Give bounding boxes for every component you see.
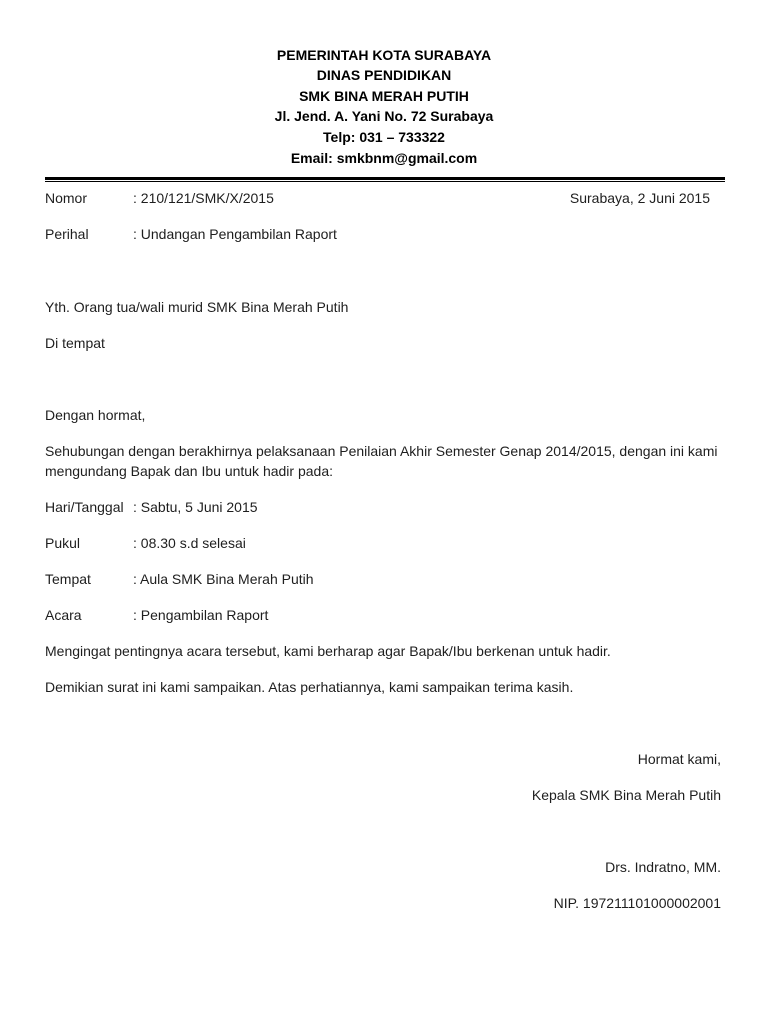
closing-paragraph-1: Mengingat pentingnya acara tersebut, kami berharap agar Bapak/Ibu berkenan untuk hadir. bbox=[45, 643, 611, 659]
recipient-line: Yth. Orang tua/wali murid SMK Bina Merah Putih bbox=[45, 299, 349, 315]
greeting: Dengan hormat, bbox=[45, 407, 146, 423]
place-date: Surabaya, 2 Juni 2015 bbox=[569, 190, 710, 206]
letterhead-school: SMK BINA MERAH PUTIH bbox=[299, 88, 469, 104]
detail-value-date: : Sabtu, 5 Juni 2015 bbox=[133, 499, 258, 515]
nomor-value: : 210/121/SMK/X/2015 bbox=[133, 190, 274, 206]
signature-position: Kepala SMK Bina Merah Putih bbox=[531, 787, 721, 803]
detail-value-event: : Pengambilan Raport bbox=[133, 607, 269, 623]
detail-label-date: Hari/Tanggal bbox=[45, 499, 124, 515]
recipient-place: Di tempat bbox=[45, 335, 105, 351]
perihal-label: Perihal bbox=[45, 226, 89, 242]
detail-label-time: Pukul bbox=[45, 535, 81, 551]
signature-name: Drs. Indratno, MM. bbox=[605, 859, 721, 875]
letterhead-department: DINAS PENDIDIKAN bbox=[316, 67, 452, 83]
detail-value-time: : 08.30 s.d selesai bbox=[133, 535, 246, 551]
intro-paragraph: Sehubungan dengan berakhirnya pelaksanaan Penilaian Akhir Semester Genap 2014/2015, dengan ini kami mengundang Bapak dan Ibu untuk hadir pada: bbox=[45, 443, 718, 479]
nomor-label: Nomor bbox=[45, 190, 88, 206]
detail-value-place: : Aula SMK Bina Merah Putih bbox=[133, 571, 314, 587]
letterhead-address: Jl. Jend. A. Yani No. 72 Surabaya bbox=[274, 108, 494, 124]
signature-salutation: Hormat kami, bbox=[637, 751, 721, 767]
detail-label-event: Acara bbox=[45, 607, 82, 623]
letterhead-email: Email: smkbnm@gmail.com bbox=[290, 150, 478, 166]
closing-paragraph-2: Demikian surat ini kami sampaikan. Atas perhatiannya, kami sampaikan terima kasih. bbox=[45, 679, 574, 695]
perihal-value: : Undangan Pengambilan Raport bbox=[133, 226, 337, 242]
letterhead-government: PEMERINTAH KOTA SURABAYA bbox=[276, 47, 492, 63]
signature-nip: NIP. 197211101000002001 bbox=[553, 895, 721, 911]
letterhead-divider-thin bbox=[45, 181, 725, 182]
letterhead-phone: Telp: 031 – 733322 bbox=[323, 129, 445, 145]
letterhead-divider-thick bbox=[45, 177, 725, 180]
detail-label-place: Tempat bbox=[45, 571, 91, 587]
